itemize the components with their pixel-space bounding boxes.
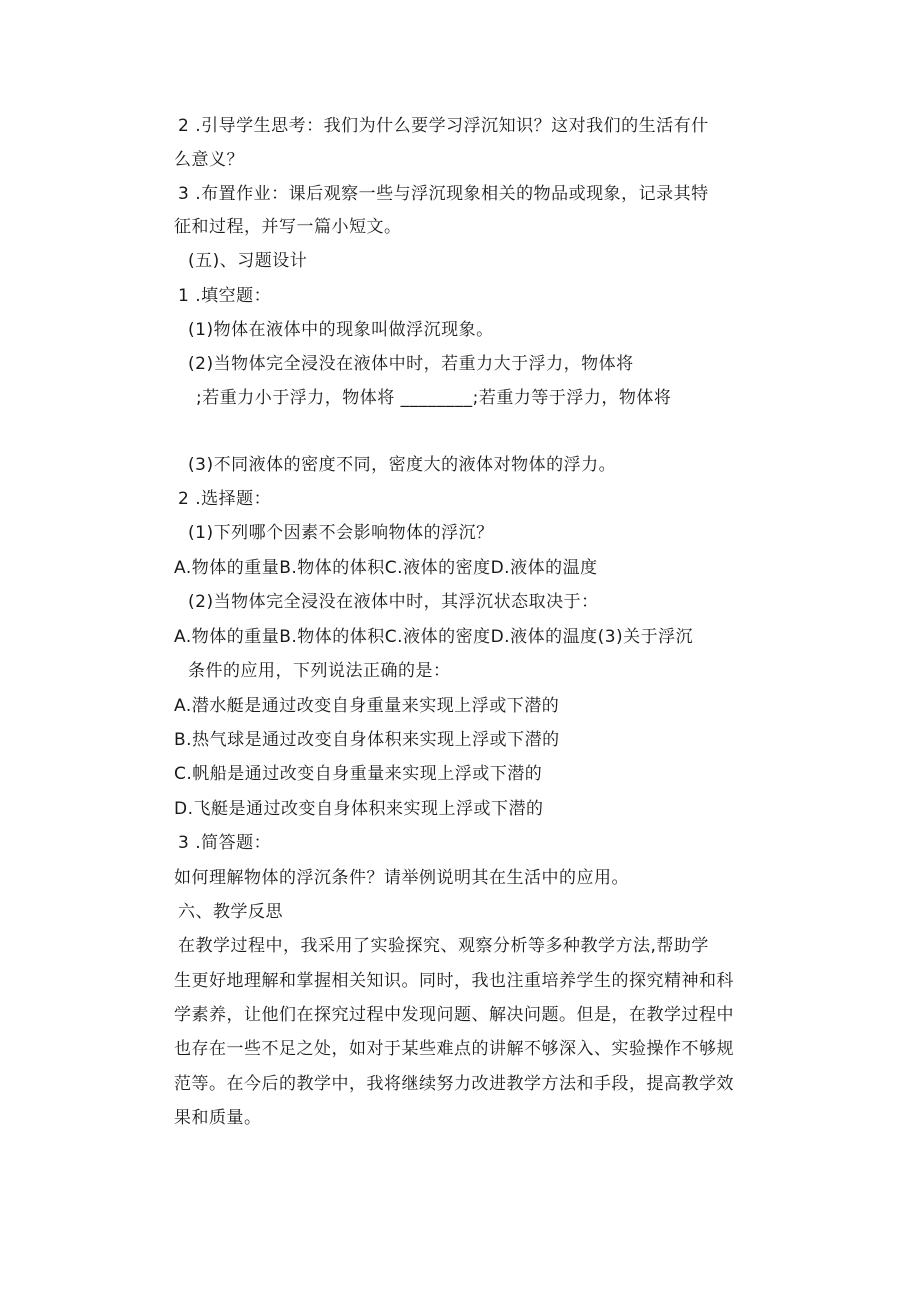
fill-blank-question-3: (3)不同液体的密度不同，密度大的液体对物体的浮力。 — [188, 455, 617, 475]
section-title-teaching-reflection: 六、教学反思 — [178, 902, 283, 922]
choice-question-3-cont: 条件的应用，下列说法正确的是： — [188, 661, 451, 681]
paragraph-reflection-question-cont: 么意义？ — [174, 150, 244, 170]
reflection-paragraph-line-2: 生更好地理解和掌握相关知识。同时，我也注重培养学生的探究精神和科 — [174, 971, 734, 991]
choice-question-3-option-d: D.飞艇是通过改变自身体积来实现上浮或下潜的 — [174, 799, 544, 819]
choice-question-3-option-a: A.潜水艇是通过改变自身重量来实现上浮或下潜的 — [174, 696, 560, 716]
choice-question-3-option-c: C.帆船是通过改变自身重量来实现上浮或下潜的 — [174, 764, 543, 784]
section-title-exercise-design: (五)、习题设计 — [188, 251, 308, 271]
reflection-paragraph-line-1: 在教学过程中，我采用了实验探究、观察分析等多种教学方法,帮助学 — [178, 936, 709, 956]
fill-blank-question-2: (2)当物体完全浸没在液体中时，若重力大于浮力，物体将 — [188, 354, 634, 374]
paragraph-reflection-question: 2 .引导学生思考：我们为什么要学习浮沉知识？这对我们的生活有什 — [178, 116, 709, 136]
short-answer-question: 如何理解物体的浮沉条件？请举例说明其在生活中的应用。 — [174, 868, 629, 888]
choice-question-2-options: A.物体的重量B.物体的体积C.液体的密度D.液体的温度(3)关于浮沉 — [174, 627, 694, 647]
fill-blank-question-1: (1)物体在液体中的现象叫做浮沉现象。 — [188, 320, 494, 340]
fill-blank-title: 1 .填空题： — [178, 286, 272, 306]
choice-question-2: (2)当物体完全浸没在液体中时，其浮沉状态取决于： — [188, 592, 599, 612]
reflection-paragraph-line-3: 学素养，让他们在探究过程中发现问题、解决问题。但是，在教学过程中 — [174, 1005, 734, 1025]
choice-question-1-options: A.物体的重量B.物体的体积C.液体的密度D.液体的温度 — [174, 558, 598, 578]
fill-blank-question-2-cont: ;若重力小于浮力，物体将 ________;若重力等于浮力，物体将 — [196, 388, 672, 408]
choice-title: 2 .选择题： — [178, 489, 272, 509]
paragraph-homework-cont: 征和过程，并写一篇小短文。 — [174, 217, 402, 237]
short-answer-title: 3 .简答题： — [178, 833, 272, 853]
choice-question-1: (1)下列哪个因素不会影响物体的浮沉？ — [188, 523, 494, 543]
reflection-paragraph-line-6: 果和质量。 — [174, 1108, 262, 1128]
paragraph-homework: 3 .布置作业：课后观察一些与浮沉现象相关的物品或现象，记录其特 — [178, 184, 709, 204]
reflection-paragraph-line-5: 范等。在今后的教学中，我将继续努力改进教学方法和手段，提高教学效 — [174, 1074, 734, 1094]
choice-question-3-option-b: B.热气球是通过改变自身体积来实现上浮或下潜的 — [174, 730, 560, 750]
reflection-paragraph-line-4: 也存在一些不足之处，如对于某些难点的讲解不够深入、实验操作不够规 — [174, 1039, 734, 1059]
